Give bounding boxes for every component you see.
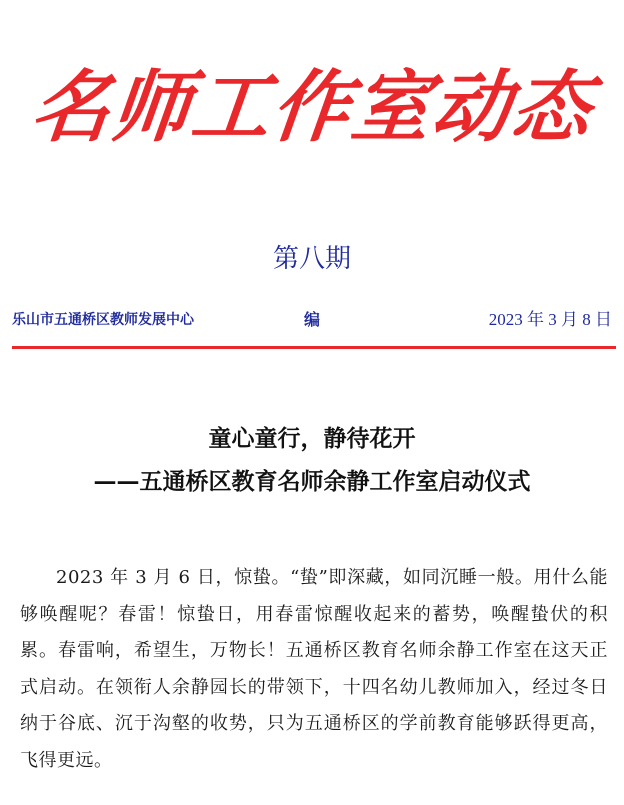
- header-divider: [12, 346, 616, 349]
- editor-label: 编: [304, 310, 321, 329]
- article-title: 童心童行，静待花开: [208, 425, 416, 452]
- issue-number: 第八期: [272, 244, 351, 274]
- masthead-title: 名师工作室动态: [27, 63, 597, 153]
- article-subtitle: ——五通桥区教育名师余静工作室启动仪式: [93, 468, 531, 495]
- publisher-name: 乐山市五通桥区教师发展中心: [12, 312, 194, 328]
- byline: [12, 307, 612, 333]
- issue-date: 2023 年 3 月 8 日: [488, 310, 612, 329]
- article-body: 2023 年 3 月 6 日，惊蛰。“蛰”即深藏，如同沉睡一般。用什么能够唤醒呢？春雷！惊蛰日，用春雷惊醒收起来的蓄势，唤醒蛰伏的积累。春雷响，希望生，万物长！五通桥区教育名师余静工作室在这天正式启动。在领衔人余静园长的带领下，十四名幼儿教师加入，经过冬日纳于谷底、沉于沟壑的收势，只为五通桥区的学前教育能够跃得更高，飞得更远。: [20, 567, 608, 771]
